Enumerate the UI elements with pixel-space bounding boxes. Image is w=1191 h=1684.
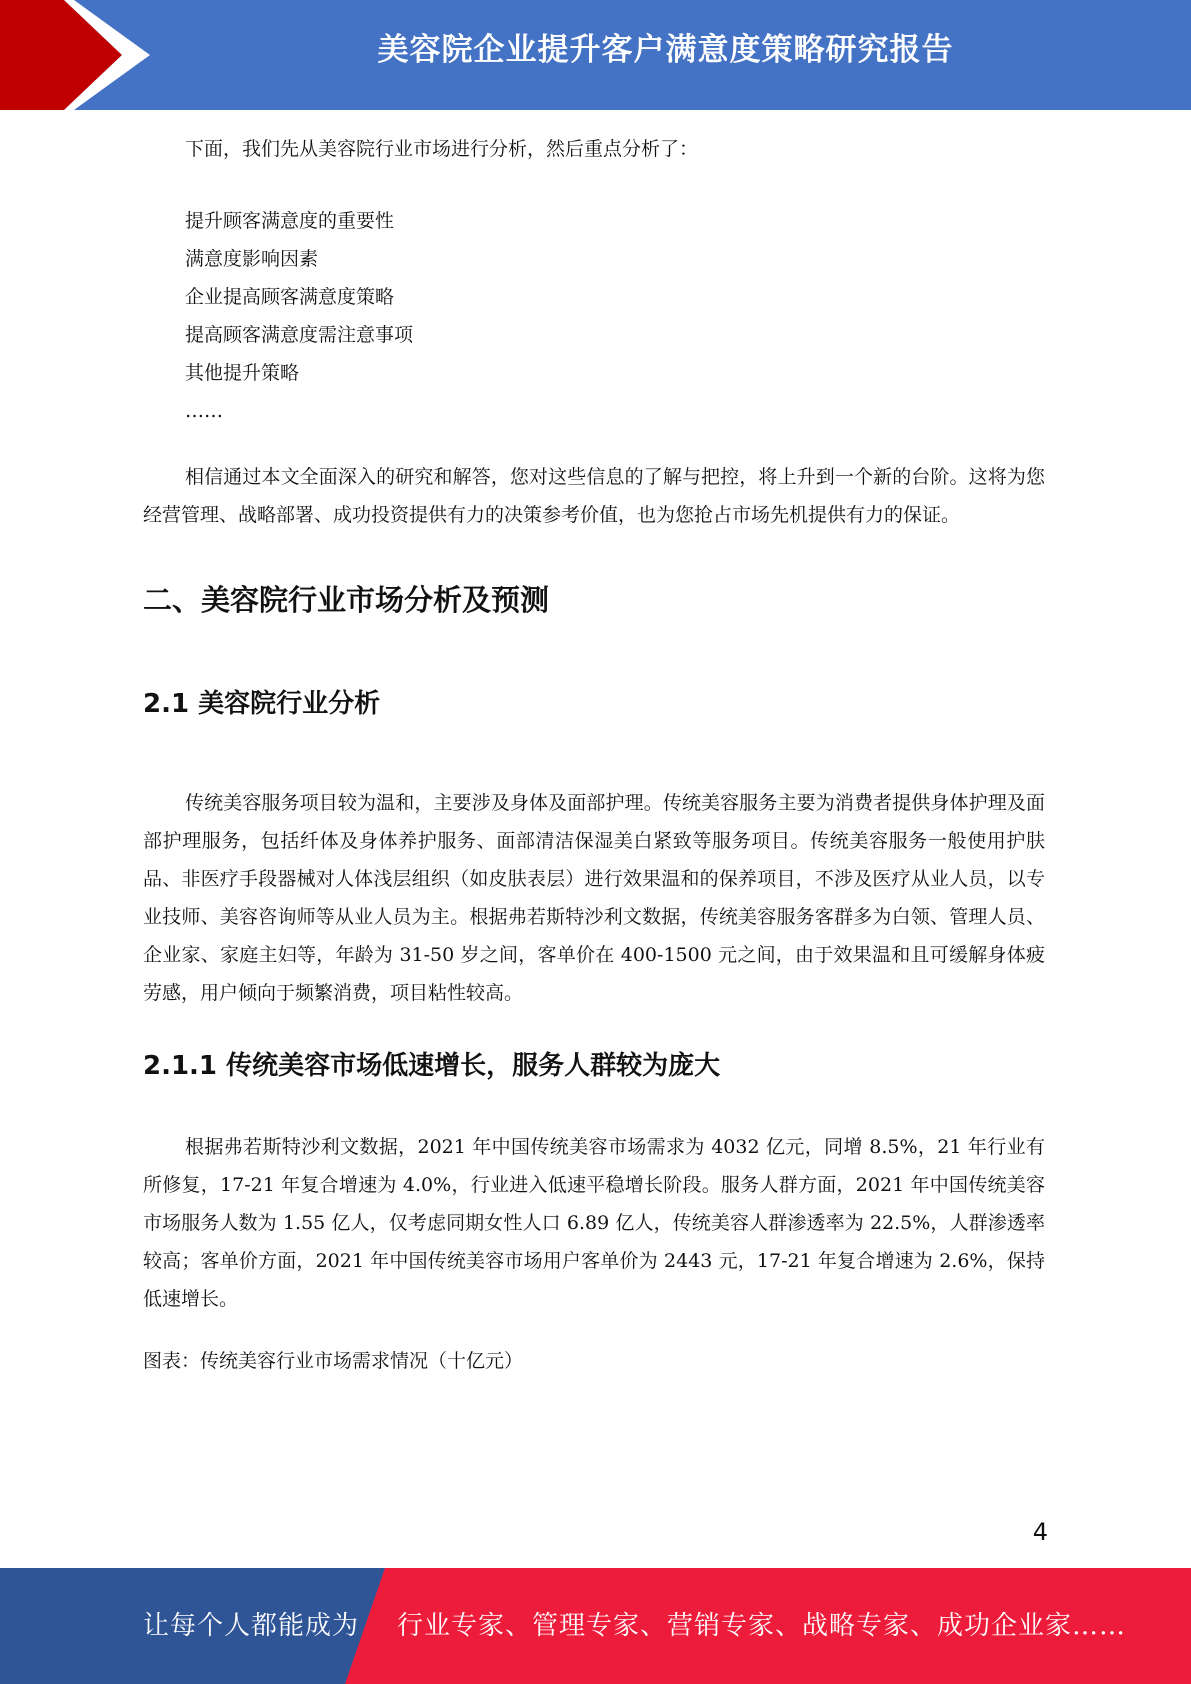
subsubsection-paragraph: 根据弗若斯特沙利文数据，2021 年中国传统美容市场需求为 4032 亿元，同增 8.5%，21 年行业有所修复，17-21 年复合增速为 4.0%，行业进入低速平稳增长阶段。服务人群方面，2021 年中国传统美容市场服务人数为 1.55 亿人，仅考虑同期女性人口 6.89 亿人，传统美容人群渗透率为 22.5%，人群渗透率较高；客单价方面，2021 年中国传统美容市场用户客单价为 2443 元，17-21 年复合增速为 2.6%，保持低速增长。 — [143, 1136, 1045, 1310]
section-heading: 二、美容院行业市场分析及预测 — [143, 583, 550, 617]
intro-lead: 下面，我们先从美容院行业市场进行分析，然后重点分析了： — [185, 138, 699, 160]
intro-closing: 相信通过本文全面深入的研究和解答，您对这些信息的了解与把控，将上升到一个新的台阶。这将为您经营管理、战略部署、成功投资提供有力的决策参考价值，也为您抢占市场先机提供有力的保证。 — [143, 466, 1045, 526]
list-item: 提高顾客满意度需注意事项 — [185, 324, 414, 346]
page-content — [143, 130, 1045, 1380]
header-arrow-icon — [0, 0, 160, 110]
list-item: 提升顾客满意度的重要性 — [185, 210, 395, 232]
list-item: …… — [185, 400, 223, 422]
subsection-paragraph: 传统美容服务项目较为温和，主要涉及身体及面部护理。传统美容服务主要为消费者提供身体护理及面部护理服务，包括纤体及身体养护服务、面部清洁保湿美白紧致等服务项目。传统美容服务一般使用护肤品、非医疗手段器械对人体浅层组织（如皮肤表层）进行效果温和的保养项目，不涉及医疗从业人员，以专业技师、美容咨询师等从业人员为主。根据弗若斯特沙利文数据，传统美容服务客群多为白领、管理人员、企业家、家庭主妇等，年龄为 31-50 岁之间，客单价在 400-1500 元之间，由于效果温和且可缓解身体疲劳感，用户倾向于频繁消费，项目粘性较高。 — [143, 792, 1045, 1004]
subsection-heading: 2.1 美容院行业分析 — [143, 689, 381, 719]
figure-caption: 图表：传统美容行业市场需求情况（十亿元） — [143, 1350, 524, 1372]
footer-slogan-roles: 行业专家、管理专家、营销专家、战略专家、成功企业家…… — [397, 1611, 1127, 1641]
list-item: 其他提升策略 — [185, 362, 300, 384]
list-item: 满意度影响因素 — [185, 248, 319, 270]
list-item: 企业提高顾客满意度策略 — [185, 286, 395, 308]
page-number: 4 — [1032, 1518, 1048, 1546]
intro-list — [143, 202, 1045, 430]
report-title: 美容院企业提升客户满意度策略研究报告 — [377, 32, 954, 68]
subsubsection-heading: 2.1.1 传统美容市场低速增长，服务人群较为庞大 — [143, 1051, 721, 1081]
page-header — [0, 0, 1191, 110]
page-footer — [0, 1568, 1191, 1684]
footer-slogan-lead: 让每个人都能成为 — [143, 1611, 360, 1641]
